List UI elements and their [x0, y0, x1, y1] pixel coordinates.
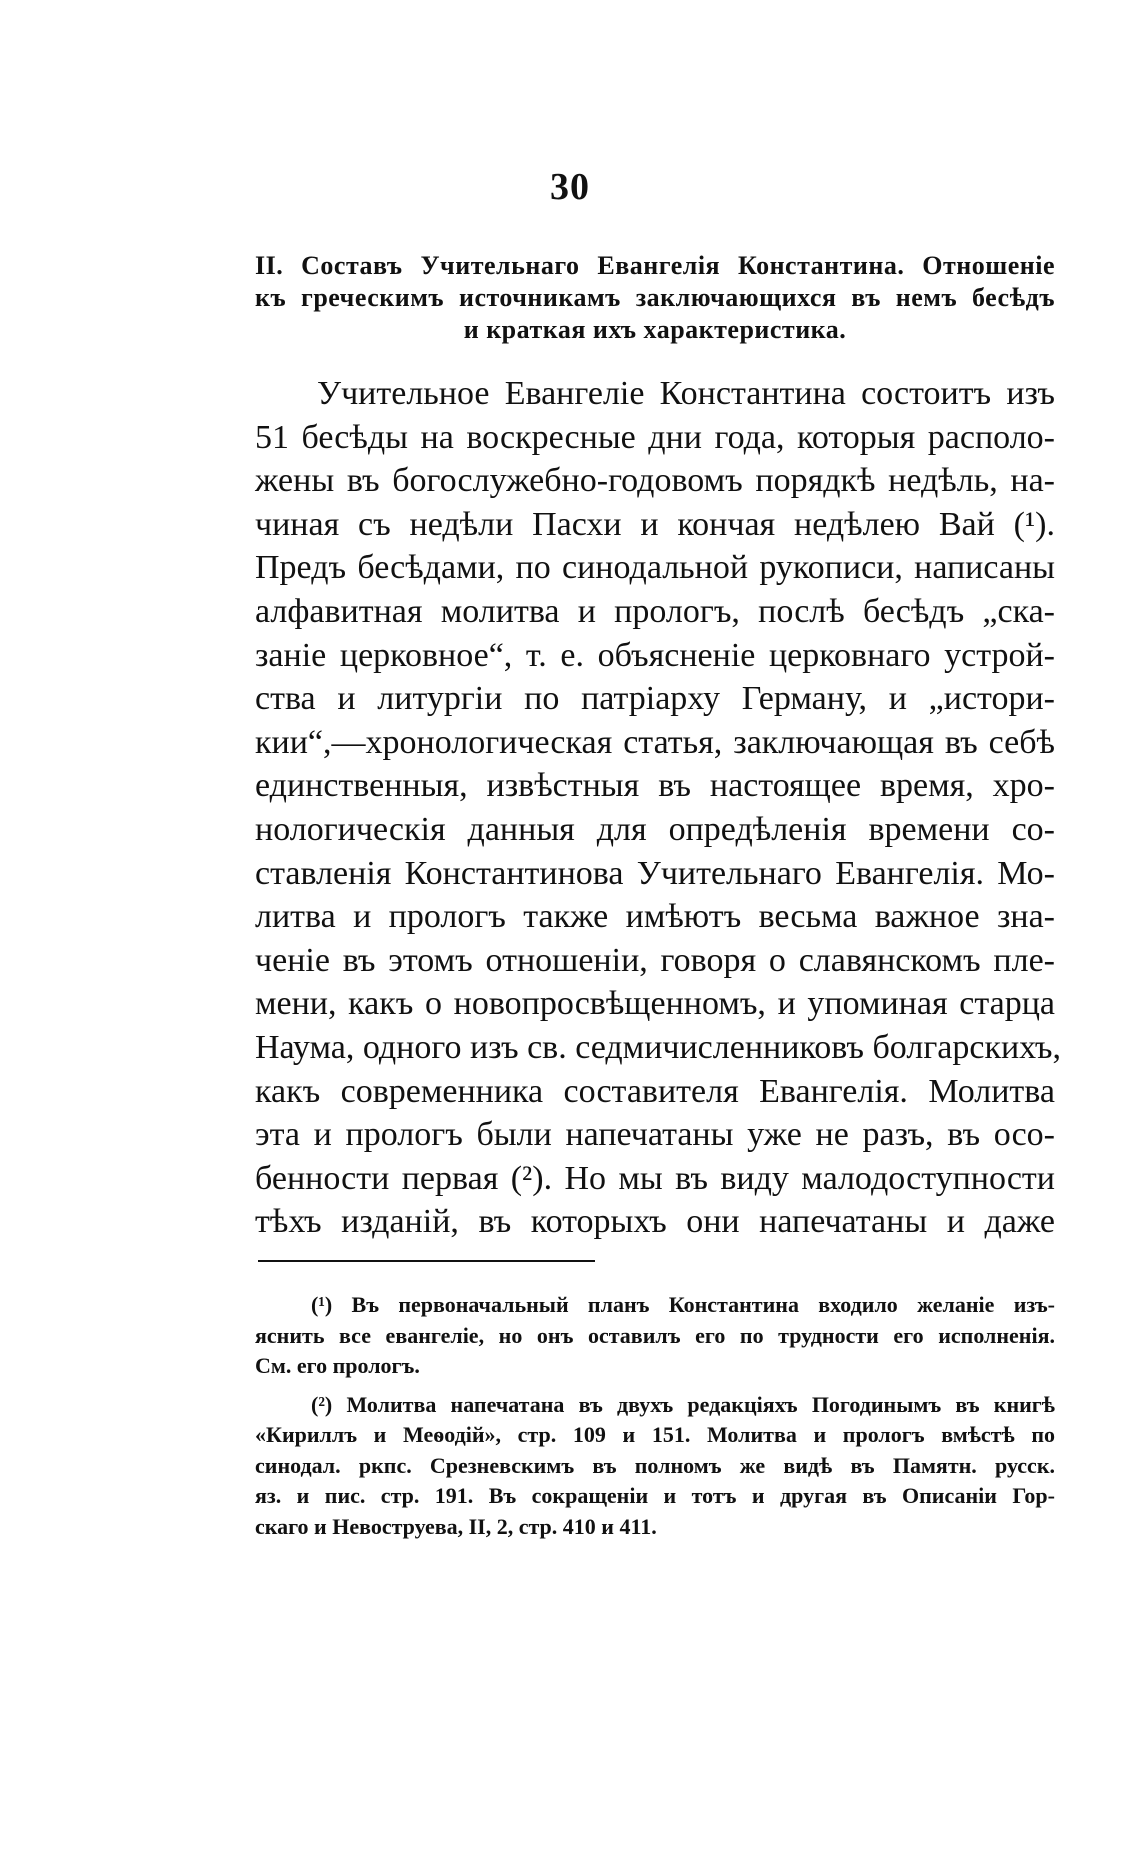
body-line: Учительное Евангеліе Константина состоитъ изъ	[317, 375, 1055, 412]
body-line: 51 бесѣды на воскресные дни года, которыя располо-	[255, 418, 1055, 456]
body-line: ства и литургіи по патріарху Герману, и „истори-	[255, 680, 1055, 718]
body-line: алфавитная молитва и прологъ, послѣ бесѣдъ „ска-	[255, 592, 1055, 630]
body-paragraph	[255, 372, 1061, 1244]
footnote-line: скаго и Невоструева, II, 2, стр. 410 и 411.	[255, 1513, 657, 1539]
footnote-line: (²) Молитва напечатана въ двухъ редакціяхъ Погодинымъ въ книгѣ	[311, 1391, 1055, 1417]
footnote-line: (¹) Въ первоначальный планъ Константина входило желаніе изъ-	[311, 1292, 1055, 1317]
footnote-line: См. его прологъ.	[255, 1353, 420, 1378]
body-line: чиная съ недѣли Пасхи и кончая недѣлею Вай (¹).	[255, 505, 1055, 543]
heading-line: II. Составъ Учительнаго Евангелія Константина. Отношеніе	[255, 251, 1055, 280]
body-line: единственныя, извѣстныя въ настоящее время, хро-	[255, 767, 1055, 805]
body-line: заніе церковное“, т. е. объясненіе церковнаго устрой-	[255, 636, 1055, 674]
body-line: бенности первая (²). Но мы въ виду малодоступности	[255, 1159, 1055, 1197]
body-line: эта и прологъ были напечатаны уже не разъ, въ осо-	[255, 1116, 1055, 1154]
heading-line: къ греческимъ источникамъ заключающихся въ немъ бесѣдъ	[255, 283, 1055, 312]
footnote-1	[255, 1290, 1055, 1382]
section-heading	[255, 250, 1055, 346]
footnote-divider	[258, 1260, 595, 1262]
page-number: 30	[550, 166, 590, 208]
body-line: Наума, одного изъ св. седмичисленниковъ болгарскихъ,	[255, 1028, 1061, 1066]
body-line: литва и прологъ также имѣютъ весьма важное зна-	[255, 898, 1055, 936]
heading-line: и краткая ихъ характеристика.	[463, 315, 847, 344]
footnote-line: «Кириллъ и Меѳодій», стр. 109 и 151. Молитва и прологъ вмѣстѣ по	[255, 1422, 1055, 1447]
body-line: мени, какъ о новопросвѣщенномъ, и упоминая старца	[255, 985, 1055, 1023]
body-line: какъ современника составителя Евангелія. Молитва	[255, 1072, 1055, 1110]
body-line: ченіе въ этомъ отношеніи, говоря о славянскомъ пле-	[255, 941, 1055, 979]
footnotes	[255, 1290, 1055, 1542]
footnote-line: синодал. ркпс. Срезневскимъ въ полномъ же видѣ въ Памятн. русск.	[255, 1452, 1055, 1478]
body-line: ставленія Константинова Учительнаго Евангелія. Мо-	[255, 854, 1055, 892]
footnote-2	[255, 1390, 1055, 1543]
body-line: нологическія данныя для опредѣленія времени со-	[255, 810, 1055, 848]
body-line: тѣхъ изданій, въ которыхъ они напечатаны и даже	[255, 1203, 1055, 1241]
body-line: кии“,—хронологическая статья, заключающая въ себѣ	[255, 723, 1055, 761]
footnote-line: яз. и пис. стр. 191. Въ сокращеніи и тотъ и другая въ Описаніи Гор-	[255, 1483, 1055, 1508]
footnote-line: яснить все евангеліе, но онъ оставилъ его по трудности его исполненія.	[255, 1322, 1055, 1348]
body-line: жены въ богослужебно-годовомъ порядкѣ недѣль, на-	[255, 462, 1055, 500]
body-line: Предъ бесѣдами, по синодальной рукописи, написаны	[255, 549, 1055, 587]
